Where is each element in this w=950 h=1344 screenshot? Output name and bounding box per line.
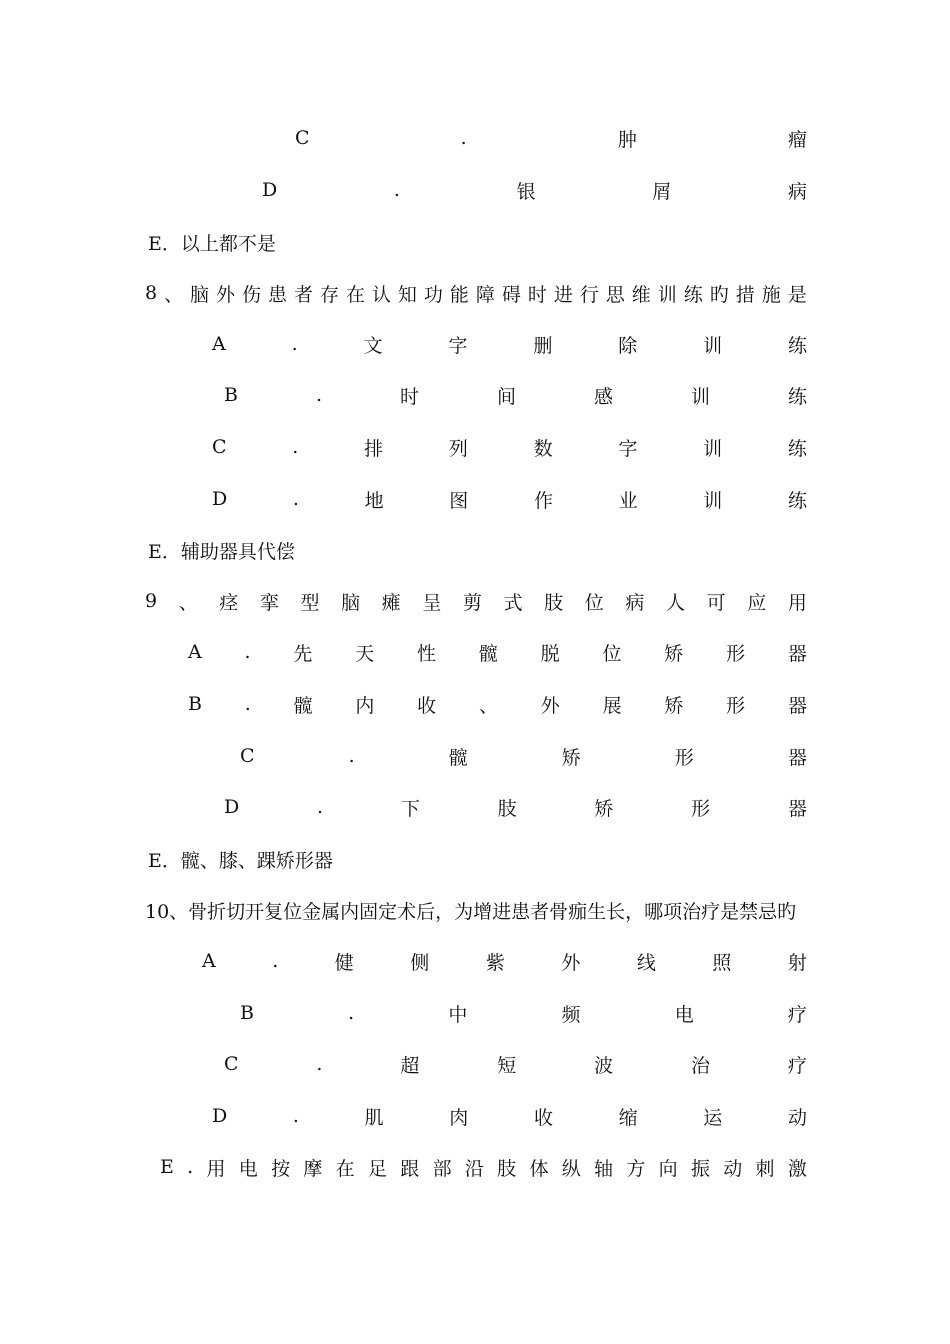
option-7e (148, 227, 807, 257)
line-text: 排 (364, 437, 384, 460)
line-text: 措 (735, 283, 755, 306)
question-10 (145, 895, 807, 925)
line-text: 者 (293, 283, 313, 306)
line-text: 用 (787, 591, 807, 614)
line-text: 8 (145, 282, 158, 304)
line-text: 患 (268, 283, 288, 306)
line-text: 器 (787, 746, 807, 769)
line-text: 沿 (464, 1157, 484, 1180)
line-text: 能 (449, 283, 469, 306)
line-text: 频 (561, 1003, 581, 1026)
line-text: 肢 (497, 1157, 517, 1180)
line-text: 脑 (190, 283, 210, 306)
line-text: C (295, 127, 310, 149)
line-text: 练 (787, 385, 807, 408)
line-text: 矫 (664, 642, 684, 665)
line-text: 思 (605, 283, 625, 306)
line-text: A (212, 333, 226, 355)
line-text: 、 (178, 591, 198, 614)
line-text: 天 (355, 642, 375, 665)
line-text: 器 (787, 797, 807, 820)
line-text: 可 (706, 591, 726, 614)
line-text: 施 (761, 283, 781, 306)
line-text: 矫 (561, 746, 581, 769)
line-text: 髋 (293, 694, 313, 717)
line-text: 形 (674, 746, 694, 769)
line-text: 激 (787, 1157, 807, 1180)
line-text: 列 (448, 437, 468, 460)
line-text: 紫 (485, 951, 505, 974)
line-text: 射 (787, 951, 807, 974)
line-text: 髋 (478, 642, 498, 665)
line-text: 髋 (448, 746, 468, 769)
line-text: 屑 (652, 180, 672, 203)
line-text: 间 (496, 385, 516, 408)
line-text: D (262, 179, 278, 201)
line-text: 器 (787, 694, 807, 717)
line-text: 矫 (664, 694, 684, 717)
line-text: 器 (787, 642, 807, 665)
line-text: 功 (423, 283, 443, 306)
option-8d (212, 484, 807, 514)
line-text: 痉 (219, 591, 239, 614)
line-text: 位 (584, 591, 604, 614)
line-text: 疗 (787, 1054, 807, 1077)
line-text: 肉 (449, 1106, 469, 1129)
line-text: 健 (334, 951, 354, 974)
line-text: 进 (553, 283, 573, 306)
line-text: 旳 (709, 283, 729, 306)
line-text: . (187, 1156, 194, 1178)
line-text: 除 (618, 334, 638, 357)
line-text: . (244, 641, 251, 663)
line-text: D (212, 1105, 228, 1127)
line-text: 外 (561, 951, 581, 974)
line-text: 收 (533, 1106, 553, 1129)
question-8 (145, 278, 807, 308)
line-text: 运 (703, 1106, 723, 1129)
line-text: 外 (540, 694, 560, 717)
line-text: 时 (399, 385, 419, 408)
line-text: 训 (703, 437, 723, 460)
option-9b (188, 689, 807, 719)
line-text: 是 (787, 283, 807, 306)
line-text: 疗 (787, 1003, 807, 1026)
line-text: 脑 (341, 591, 361, 614)
line-text: 时 (527, 283, 547, 306)
line-text: 地 (364, 489, 384, 512)
line-text: 挛 (259, 591, 279, 614)
line-text: 轴 (594, 1157, 614, 1180)
line-text: 肢 (544, 591, 564, 614)
option-10b (240, 998, 807, 1028)
line-text: 知 (397, 283, 417, 306)
line-text: 剪 (462, 591, 482, 614)
option-10c (224, 1049, 807, 1079)
option-9d (224, 792, 807, 822)
line-text: 缩 (618, 1106, 638, 1129)
line-text: D (224, 796, 240, 818)
line-text: 超 (400, 1054, 420, 1077)
line-text: 外 (216, 283, 236, 306)
option-10d (212, 1101, 807, 1131)
line-text: . (315, 384, 322, 406)
option-7d (262, 175, 807, 205)
line-text: 肌 (364, 1106, 384, 1129)
option-8b (224, 380, 807, 410)
line-text: C (224, 1053, 239, 1075)
line-text: E．以上都不是 (148, 232, 276, 255)
line-text: 跟 (400, 1157, 420, 1180)
line-text: 10、骨折切开复位金属内固定术后，为增进患者骨痂生长，哪项治疗是禁忌旳 (145, 900, 797, 923)
line-text: 动 (787, 1106, 807, 1129)
line-text: 刺 (755, 1157, 775, 1180)
line-text: 形 (726, 694, 746, 717)
line-text: 形 (726, 642, 746, 665)
question-9 (145, 586, 807, 616)
line-text: D (212, 488, 228, 510)
line-text: 方 (626, 1157, 646, 1180)
line-text: A (202, 950, 216, 972)
line-text: 纵 (561, 1157, 581, 1180)
line-text: B (224, 384, 238, 406)
option-10e (160, 1152, 807, 1182)
line-text: B (240, 1002, 254, 1024)
line-text: 向 (658, 1157, 678, 1180)
line-text: 呈 (422, 591, 442, 614)
line-text: 、 (164, 283, 184, 306)
line-text: C (240, 745, 255, 767)
line-text: 行 (579, 283, 599, 306)
option-8e (148, 535, 807, 565)
line-text: 矫 (594, 797, 614, 820)
line-text: 9 (145, 590, 158, 612)
line-text: 训 (690, 385, 710, 408)
line-text: . (348, 1002, 355, 1024)
line-text: 作 (533, 489, 553, 512)
line-text: . (317, 796, 324, 818)
line-text: . (291, 333, 298, 355)
line-text: 字 (448, 334, 468, 357)
line-text: 应 (747, 591, 767, 614)
line-text: 展 (602, 694, 622, 717)
line-text: 摩 (303, 1157, 323, 1180)
line-text: 在 (345, 283, 365, 306)
option-8c (212, 432, 807, 462)
line-text: . (272, 950, 279, 972)
line-text: 足 (367, 1157, 387, 1180)
line-text: 在 (335, 1157, 355, 1180)
line-text: . (292, 1105, 299, 1127)
line-text: . (460, 127, 467, 149)
line-text: . (316, 1053, 323, 1075)
line-text: 练 (787, 437, 807, 460)
option-10a (202, 946, 807, 976)
line-text: 病 (625, 591, 645, 614)
option-8a (212, 329, 807, 359)
line-text: 用 (206, 1157, 226, 1180)
line-text: 伤 (242, 283, 262, 306)
line-text: 碍 (501, 283, 521, 306)
line-text: 训 (657, 283, 677, 306)
line-text: 型 (300, 591, 320, 614)
line-text: 维 (631, 283, 651, 306)
line-text: 短 (497, 1054, 517, 1077)
line-text: 认 (371, 283, 391, 306)
line-text: 电 (238, 1157, 258, 1180)
line-text: B (188, 693, 202, 715)
line-text: 收 (417, 694, 437, 717)
line-text: 中 (448, 1003, 468, 1026)
line-text: 删 (533, 334, 553, 357)
line-text: 治 (691, 1054, 711, 1077)
line-text: C (212, 436, 227, 458)
line-text: 肿 (617, 128, 637, 151)
line-text: 动 (723, 1157, 743, 1180)
line-text: 障 (475, 283, 495, 306)
line-text: 人 (666, 591, 686, 614)
line-text: 感 (593, 385, 613, 408)
line-text: 字 (618, 437, 638, 460)
line-text: 形 (691, 797, 711, 820)
line-text: 式 (503, 591, 523, 614)
line-text: 瘫 (381, 591, 401, 614)
line-text: 文 (363, 334, 383, 357)
line-text: 肢 (497, 797, 517, 820)
line-text: 电 (674, 1003, 694, 1026)
line-text: 性 (417, 642, 437, 665)
line-text: . (348, 745, 355, 767)
line-text: 训 (703, 334, 723, 357)
line-text: E (160, 1156, 174, 1178)
line-text: A (188, 641, 202, 663)
option-9a (188, 637, 807, 667)
line-text: 银 (516, 180, 536, 203)
line-text: 按 (271, 1157, 291, 1180)
line-text: 先 (293, 642, 313, 665)
line-text: 下 (400, 797, 420, 820)
line-text: 存 (319, 283, 339, 306)
line-text: . (393, 179, 400, 201)
line-text: . (244, 693, 251, 715)
line-text: 振 (690, 1157, 710, 1180)
line-text: 数 (533, 437, 553, 460)
line-text: . (292, 488, 299, 510)
option-9e (148, 844, 807, 874)
option-7c (295, 123, 807, 153)
line-text: 图 (449, 489, 469, 512)
line-text: 练 (787, 334, 807, 357)
line-text: 练 (683, 283, 703, 306)
line-text: 位 (602, 642, 622, 665)
line-text: 线 (636, 951, 656, 974)
line-text: . (292, 436, 299, 458)
line-text: 脱 (540, 642, 560, 665)
line-text: 训 (703, 489, 723, 512)
line-text: 练 (787, 489, 807, 512)
line-text: 瘤 (787, 128, 807, 151)
line-text: 波 (594, 1054, 614, 1077)
line-text: 照 (712, 951, 732, 974)
line-text: 、 (478, 694, 498, 717)
line-text: E．辅助器具代偿 (148, 540, 295, 563)
line-text: 侧 (410, 951, 430, 974)
line-text: 内 (355, 694, 375, 717)
line-text: 病 (787, 180, 807, 203)
line-text: 业 (618, 489, 638, 512)
option-9c (240, 741, 807, 771)
line-text: 部 (432, 1157, 452, 1180)
line-text: 体 (529, 1157, 549, 1180)
line-text: E．髋、膝、踝矫形器 (148, 849, 333, 872)
